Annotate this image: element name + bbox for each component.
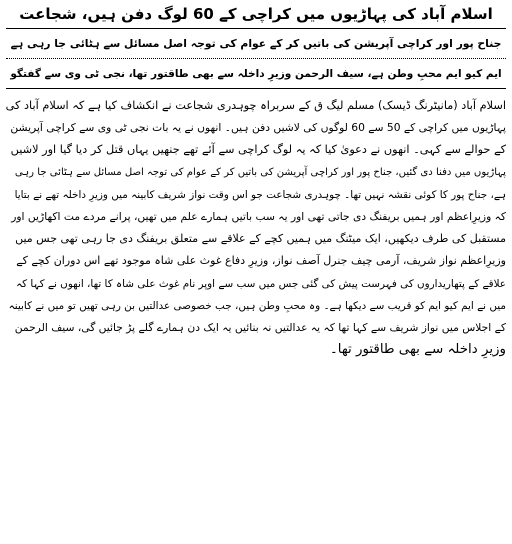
article-line: پہاڑیوں میں دفنا دی گئیں، جناح پور اور کراچی آپریشن کی باتیں کر کے عوام کی توجہ اصل مسائل سے ہٹائی جا رہی	[14, 166, 506, 178]
article-line: میں نے ایم کیو ایم کو قریب سے دیکھا ہے۔ وہ محبِ وطن ہیں، جب خصوصی عدالتیں بن رہی تھیں تو میں نے کابینہ	[8, 299, 506, 312]
article-line: علاقے کے پتھاریداروں کی فہرست پیش کی گئی جس میں سب سے اوپر نام غوث علی شاہ کا تھا، انھوں نے کہا کہ	[16, 277, 506, 290]
article-line: ہے، جناح پور کا کوئی نقشہ نہیں تھا۔ چوہدری شجاعت جو اس وقت نواز شریف کابینہ میں وزیرِ داخلہ تھے نے بتایا	[14, 188, 506, 201]
headline-block	[6, 2, 506, 89]
headline-divider	[6, 88, 506, 89]
article-line: پہاڑیوں میں کراچی کے 50 سے 60 لوگوں کی لاشیں دفن ہیں۔ انھوں نے یہ بات نجی ٹی وی سے کراچی آپریشن	[10, 121, 506, 135]
headline-divider	[6, 58, 506, 59]
article-line: کہ وزیرِاعظم اور ہمیں بریفنگ دی جاتی تھی اور یہ سب باتیں ہمارے علم میں تھیں، پرانے مردے مت اکھاڑیں اور	[11, 209, 506, 223]
headline-sub: ایم کیو ایم محبِ وطن ہے، سیف الرحمن وزیرِ داخلہ سے بھی طاقتور تھا، نجی ٹی وی سے گفتگو	[10, 68, 502, 80]
headline-sub: جناح پور اور کراچی آپریشن کی باتیں کر کے عوام کی توجہ اصل مسائل سے ہٹائی جا رہی ہے	[10, 37, 502, 50]
headline-main: اسلام آباد کی پہاڑیوں میں کراچی کے 60 لوگ دفن ہیں، شجاعت	[19, 5, 493, 23]
article-line: وزیرِاعظم نواز شریف، آرمی چیف جنرل آصف نواز، وزیرِ دفاع غوث علی شاہ موجود تھے اس دوران کچے کے	[16, 254, 506, 268]
article-line: کے حوالے سے کہی۔ انھوں نے دعویٰ کیا کہ یہ لوگ کراچی سے آئے تھے جنھیں یہاں قتل کر دیا گیا اور لاشیں	[10, 143, 506, 157]
article-body	[6, 95, 506, 361]
article-line: اسلام آباد (مانیٹرنگ ڈیسک) مسلم لیگ ق کے سربراہ چوہدری شجاعت نے انکشاف کیا ہے کہ اسلام آباد کی	[6, 99, 506, 112]
article-line: مستقبل کی طرف دیکھیں، ایک میٹنگ میں ہمیں کچے کے علاقے سے متعلق بریفنگ دی جا رہی تھی جس میں	[15, 232, 506, 246]
article-line: کے اجلاس میں نواز شریف سے کہا تھا کہ یہ عدالتیں نہ بنائیں یہ ایک دن ہمارے گلے پڑ جائیں گی، سیف الرحمن	[14, 320, 506, 334]
headline-divider	[6, 28, 506, 29]
article-line: وزیرِ داخلہ سے بھی طاقتور تھا۔	[329, 342, 506, 358]
